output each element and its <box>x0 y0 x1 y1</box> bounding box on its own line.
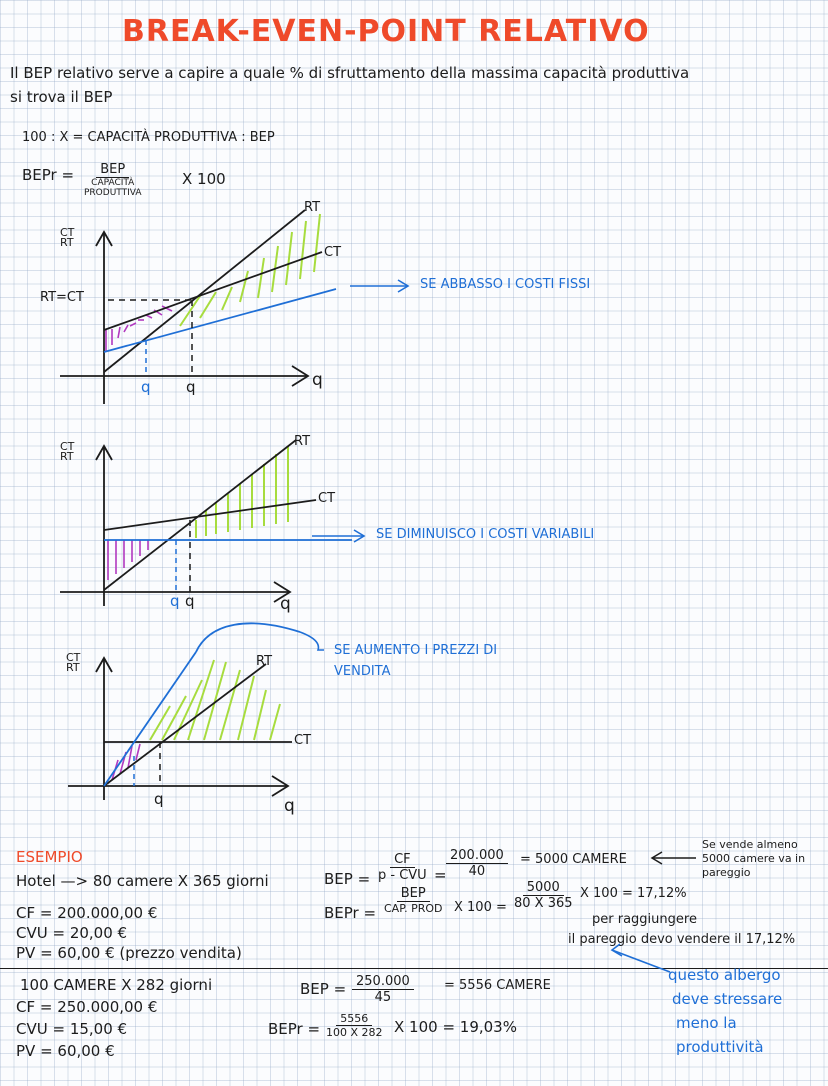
chart2-y-label-top: CT <box>60 440 75 453</box>
page-title: BREAK-EVEN-POINT RELATIVO <box>122 14 650 49</box>
example2-comment-line-1: questo albergo <box>668 966 781 984</box>
chart1-ct-label: CT <box>324 245 342 260</box>
example-bep-note-line-3: pareggio <box>702 866 751 879</box>
example-pv: PV = 60,00 € (prezzo vendita) <box>16 944 242 962</box>
example2-comment-line-4: produttività <box>676 1038 764 1056</box>
example-bep-denominator-value: 40 <box>468 864 486 879</box>
proportion-formula: 100 : X = CAPACITÀ PRODUTTIVA : BEP <box>22 130 275 145</box>
bepr-formula-denominator-1: CAPACITÀ <box>91 178 135 188</box>
example-bepr-numerator: BEP <box>397 886 430 902</box>
chart1-note: SE ABBASSO I COSTI FISSI <box>420 277 591 292</box>
example-bepr-denominator-value: 80 X 365 <box>514 896 573 911</box>
chart3-y-label-bottom: RT <box>66 661 80 674</box>
example-pareggio-line-2: il pareggio devo vendere il 17,12% <box>568 932 796 947</box>
intro-line-2: si trova il BEP <box>10 88 113 106</box>
example2-cvu: CVU = 15,00 € <box>16 1020 128 1038</box>
chart2-x-axis-label: q <box>280 594 291 614</box>
example2-bep-numerator: 250.000 <box>352 974 414 990</box>
example-bepr-multiplier: X 100 = <box>454 900 507 915</box>
example-bep-lhs: BEP = <box>324 870 371 888</box>
example2-cf: CF = 250.000,00 € <box>16 998 158 1016</box>
example-bepr-lhs: BEPr = <box>324 904 377 922</box>
chart2-q-black: q <box>185 592 195 610</box>
chart2-note: SE DIMINUISCO I COSTI VARIABILI <box>376 527 595 542</box>
bepr-formula-lhs: BEPr = <box>22 166 75 184</box>
intro-line-1: Il BEP relativo serve a capire a quale % di sfruttamento della massima capacità produttiva <box>10 64 690 82</box>
example2-bepr-result: X 100 = 19,03% <box>394 1018 517 1036</box>
chart3-y-label-top: CT <box>66 651 81 664</box>
example-bep-denominator: p - CVU <box>378 868 427 883</box>
chart1-x-axis-label: q <box>312 370 323 390</box>
example2-bepr-lhs: BEPr = <box>268 1020 321 1038</box>
chart1-rtct-label: RT=CT <box>40 290 84 305</box>
chart2-ct-label: CT <box>318 491 336 506</box>
chart3-ct-label: CT <box>294 733 312 748</box>
example-cf: CF = 200.000,00 € <box>16 904 158 922</box>
chart3-rt-label: RT <box>256 654 273 669</box>
example2-bepr-numerator: 5556 <box>336 1012 372 1026</box>
example-bep-note-line-2: 5000 camere va in <box>702 852 806 865</box>
example-bepr-denominator: CAP. PROD <box>384 902 443 915</box>
chart1-q-blue: q <box>141 378 151 396</box>
example-bep-numerator-value: 200.000 <box>446 848 508 864</box>
example-pareggio-line-1: per raggiungere <box>592 912 697 927</box>
chart2-q-blue: q <box>170 592 180 610</box>
bepr-formula-denominator-2: PRODUTTIVA <box>84 188 142 198</box>
example-cvu: CVU = 20,00 € <box>16 924 128 942</box>
chart3-q-black: q <box>154 790 164 808</box>
example2-bep-denominator: 45 <box>374 990 392 1005</box>
chart2-rt-label: RT <box>294 434 311 449</box>
example-bep-note-line-1: Se vende almeno <box>702 838 798 851</box>
example2-bepr-denominator: 100 X 282 <box>326 1026 383 1039</box>
example2-rooms: 100 CAMERE X 282 giorni <box>20 976 213 994</box>
chart3-note-line-2: VENDITA <box>334 664 391 679</box>
example-heading: ESEMPIO <box>16 848 83 866</box>
chart3-note-line-1: SE AUMENTO I PREZZI DI <box>334 643 498 658</box>
example-bepr-numerator-value: 5000 <box>523 880 564 896</box>
example-bepr-result: X 100 = 17,12% <box>580 886 687 901</box>
chart1-y-label-top: CT <box>60 226 75 239</box>
example-bep-result: = 5000 CAMERE <box>520 852 627 867</box>
chart2-y-label-bottom: RT <box>60 450 74 463</box>
example2-pv: PV = 60,00 € <box>16 1042 115 1060</box>
example2-comment-line-3: meno la <box>676 1014 737 1032</box>
example-hotel: Hotel —> 80 camere X 365 giorni <box>16 872 269 890</box>
bepr-formula-numerator: BEP <box>96 162 129 178</box>
chart1-y-label-bottom: RT <box>60 236 74 249</box>
example2-comment-line-2: deve stressare <box>672 990 783 1008</box>
chart1-q-black: q <box>186 378 196 396</box>
bepr-formula-multiplier: X 100 <box>182 170 226 188</box>
example-bep-equals: = <box>434 866 447 884</box>
example2-bep-result: = 5556 CAMERE <box>444 978 551 993</box>
example-bep-numerator: CF <box>390 852 415 868</box>
chart3-x-axis-label: q <box>284 796 295 816</box>
chart1-rt-label: RT <box>304 200 321 215</box>
example2-bep-lhs: BEP = <box>300 980 347 998</box>
